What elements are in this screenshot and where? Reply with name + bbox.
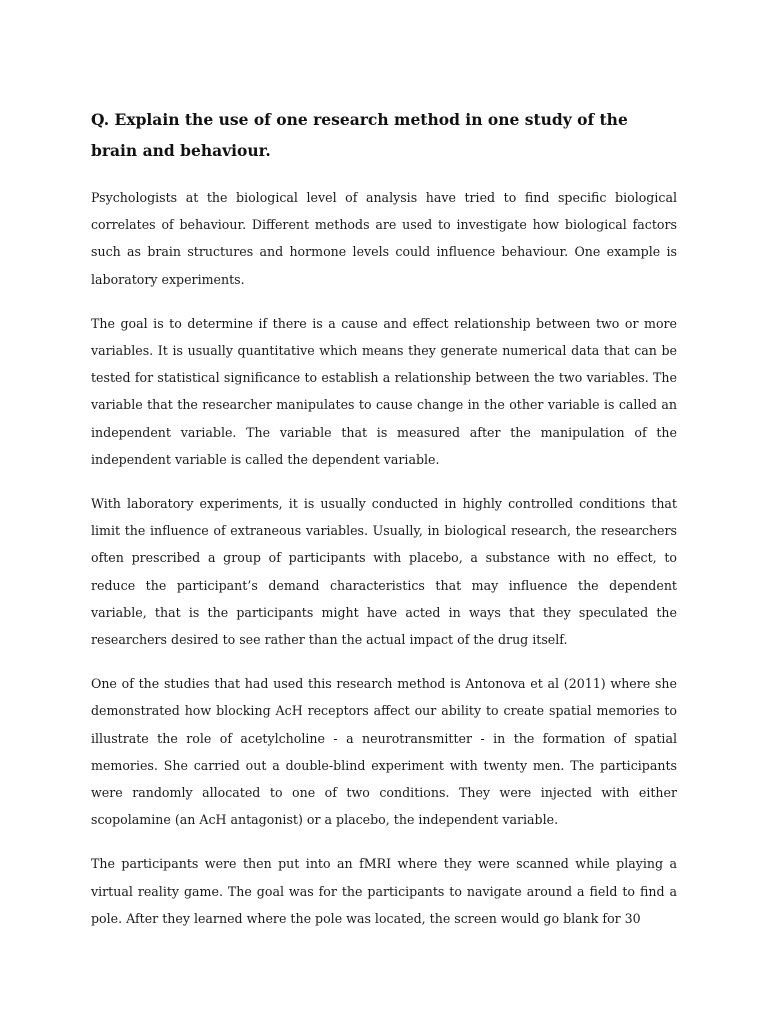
question-heading: Q. Explain the use of one research method in one study of the brain and behaviour. [91, 110, 628, 160]
paragraph-lab-experiments: With laboratory experiments, it is usually conducted in highly controlled conditions that limit the influence of extraneous variables. Usually, in biological research, the researchers often prescribed a group of participants with placebo, a substance with no effect, to reduce the participant’s demand characteristics that may influence the dependent variable, that is the participants might have acted in ways that they speculated the researchers desired to see rather than the actual impact of the drug itself. [91, 496, 677, 648]
paragraph-goal: The goal is to determine if there is a cause and effect relationship between two or more variables. It is usually quantitative which means they generate numerical data that can be tested for statistical significance to establish a relationship between the two variables. The variable that the researcher manipulates to cause change in the other variable is called an independent variable. The variable that is measured after the manipulation of the independent variable is called the dependent variable. [91, 315, 677, 467]
paragraph-fmri-procedure: The participants were then put into an fMRI where they were scanned while playing a virtual reality game. The goal was for the participants to navigate around a field to find a pole. After they learned where the pole was located, the screen would go blank for 30 [91, 856, 677, 926]
document-body [91, 104, 677, 949]
paragraph-antonova-study: One of the studies that had used this research method is Antonova et al (2011) where she demonstrated how blocking AcH receptors affect our ability to create spatial memories to illustrate the role of acetylcholine - a neurotransmitter - in the formation of spatial memories. She carried out a double-blind experiment with twenty men. The participants were randomly allocated to one of two conditions. They were injected with either scopolamine (an AcH antagonist) or a placebo, the independent variable. [91, 676, 677, 828]
paragraph-intro: Psychologists at the biological level of analysis have tried to find specific biological correlates of behaviour. Different methods are used to investigate how biological factors such as brain structures and hormone levels could influence behaviour. One example is laboratory experiments. [91, 190, 677, 287]
